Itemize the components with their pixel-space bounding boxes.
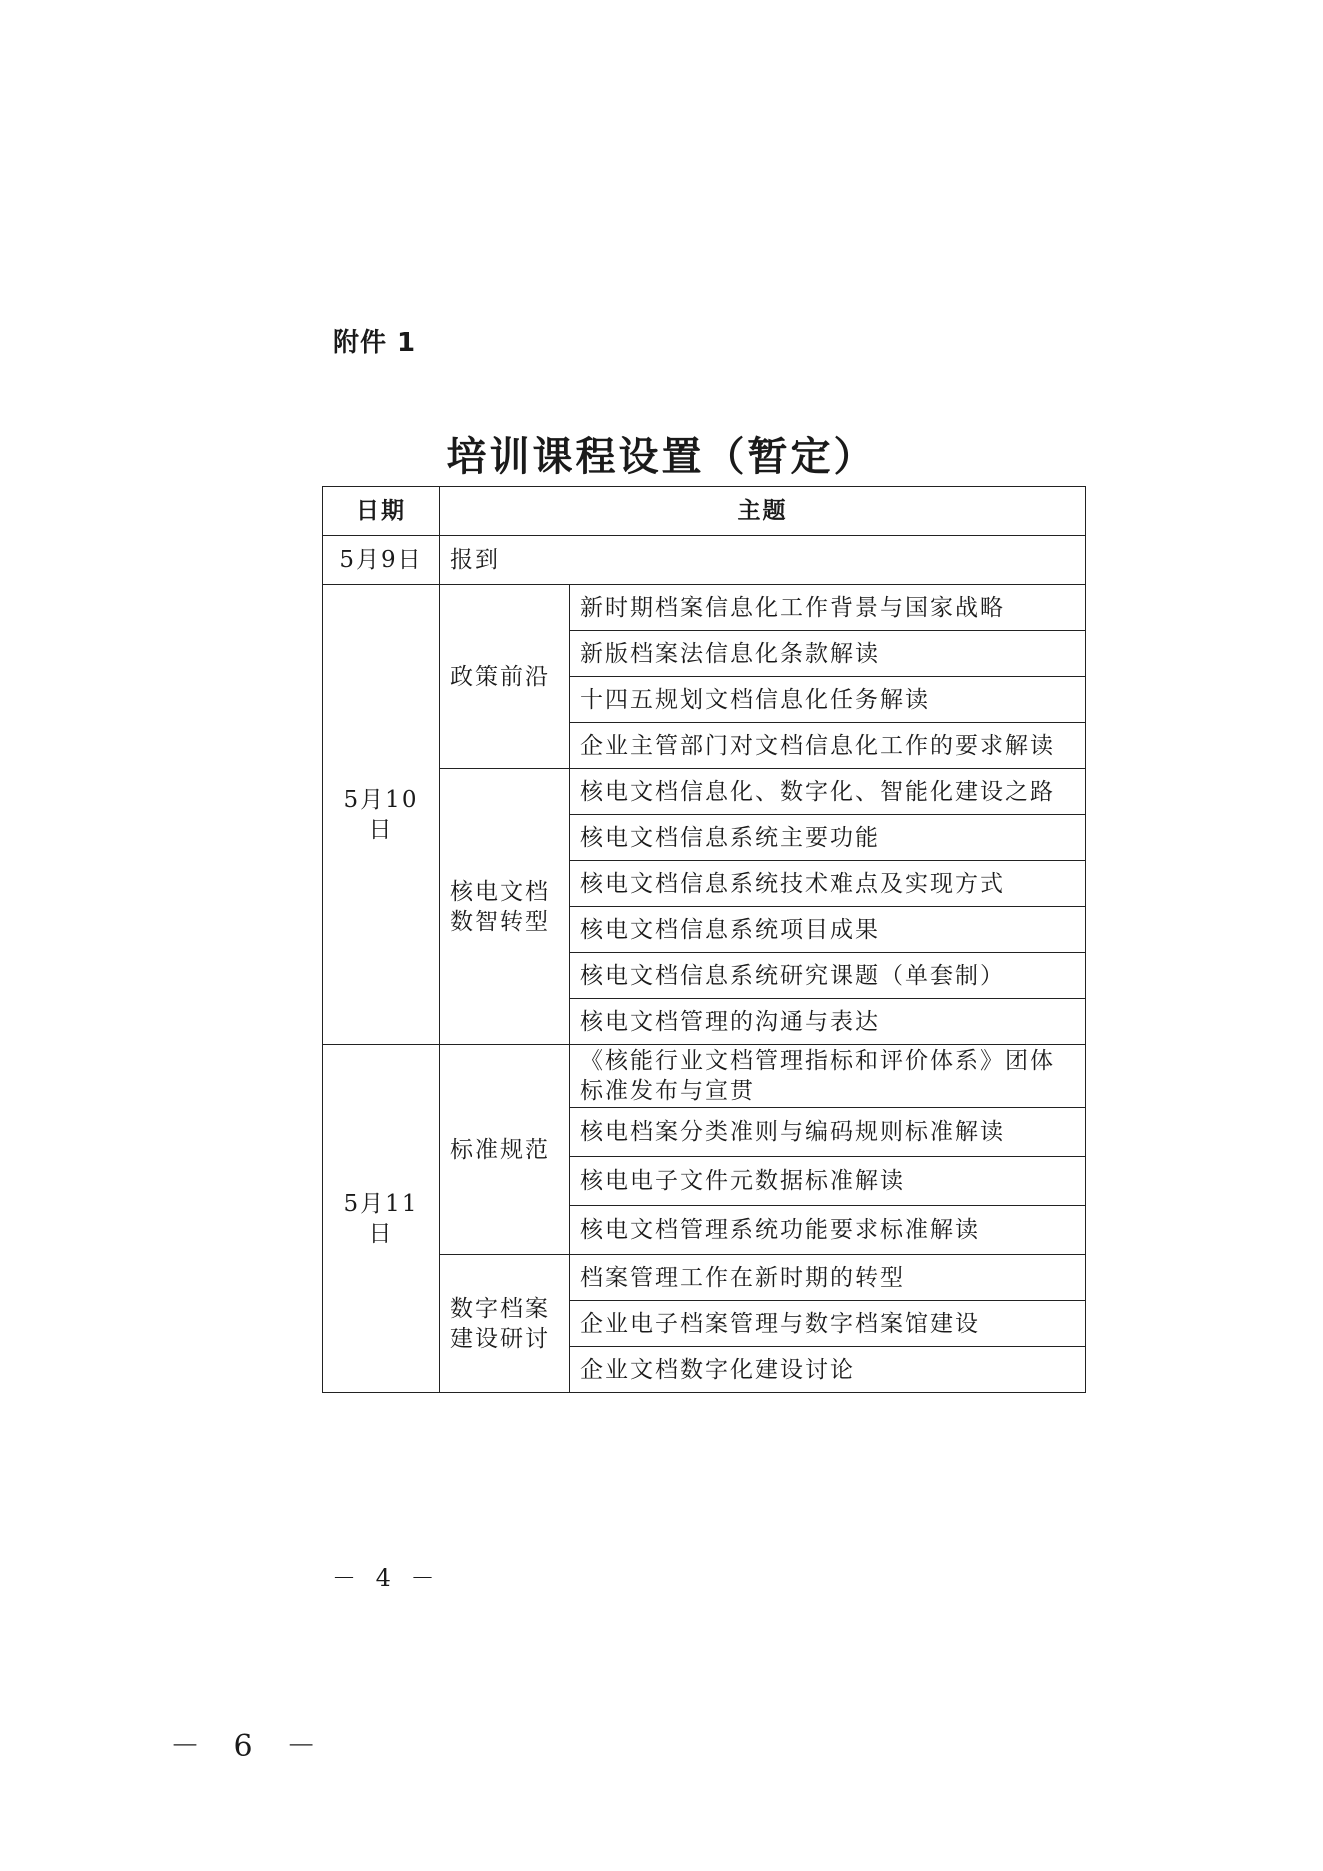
outer-page-number: － 6 － xyxy=(170,1729,329,1764)
topic-cell: 十四五规划文档信息化任务解读 xyxy=(570,677,1086,723)
topic-cell: 企业电子档案管理与数字档案馆建设 xyxy=(570,1301,1086,1347)
header-date: 日期 xyxy=(323,487,440,536)
table-row xyxy=(323,585,1086,631)
topic-cell: 企业文档数字化建设讨论 xyxy=(570,1347,1086,1393)
topic-cell: 核电文档管理的沟通与表达 xyxy=(570,999,1086,1045)
date-cell: 5月9日 xyxy=(323,536,440,585)
attachment-label: 附件 1 xyxy=(333,328,417,358)
topic-cell: 报到 xyxy=(440,536,1086,585)
topic-cell: 核电文档管理系统功能要求标准解读 xyxy=(570,1206,1086,1255)
table-row xyxy=(323,1045,1086,1108)
course-schedule-table xyxy=(322,486,1086,1393)
date-cell: 5月11日 xyxy=(323,1045,440,1393)
topic-cell: 新版档案法信息化条款解读 xyxy=(570,631,1086,677)
topic-cell: 新时期档案信息化工作背景与国家战略 xyxy=(570,585,1086,631)
topic-cell: 核电文档信息系统项目成果 xyxy=(570,907,1086,953)
topic-cell: 核电电子文件元数据标准解读 xyxy=(570,1157,1086,1206)
topic-cell: 核电文档信息系统研究课题（单套制） xyxy=(570,953,1086,999)
category-cell: 政策前沿 xyxy=(440,585,570,769)
topic-cell: 核电文档信息系统技术难点及实现方式 xyxy=(570,861,1086,907)
topic-cell: 档案管理工作在新时期的转型 xyxy=(570,1255,1086,1301)
topic-cell: 核电档案分类准则与编码规则标准解读 xyxy=(570,1108,1086,1157)
topic-cell: 核电文档信息化、数字化、智能化建设之路 xyxy=(570,769,1086,815)
category-cell: 标准规范 xyxy=(440,1045,570,1255)
table-row xyxy=(323,536,1086,585)
table-header-row xyxy=(323,487,1086,536)
category-cell: 核电文档数智转型 xyxy=(440,769,570,1045)
topic-cell: 《核能行业文档管理指标和评价体系》团体标准发布与宣贯 xyxy=(570,1045,1086,1108)
inner-page-number: － 4 － xyxy=(332,1564,441,1592)
date-cell: 5月10日 xyxy=(323,585,440,1045)
topic-cell: 核电文档信息系统主要功能 xyxy=(570,815,1086,861)
topic-cell: 企业主管部门对文档信息化工作的要求解读 xyxy=(570,723,1086,769)
category-cell: 数字档案建设研讨 xyxy=(440,1255,570,1393)
page-title: 培训课程设置（暂定） xyxy=(446,434,877,480)
header-topic: 主题 xyxy=(440,487,1086,536)
